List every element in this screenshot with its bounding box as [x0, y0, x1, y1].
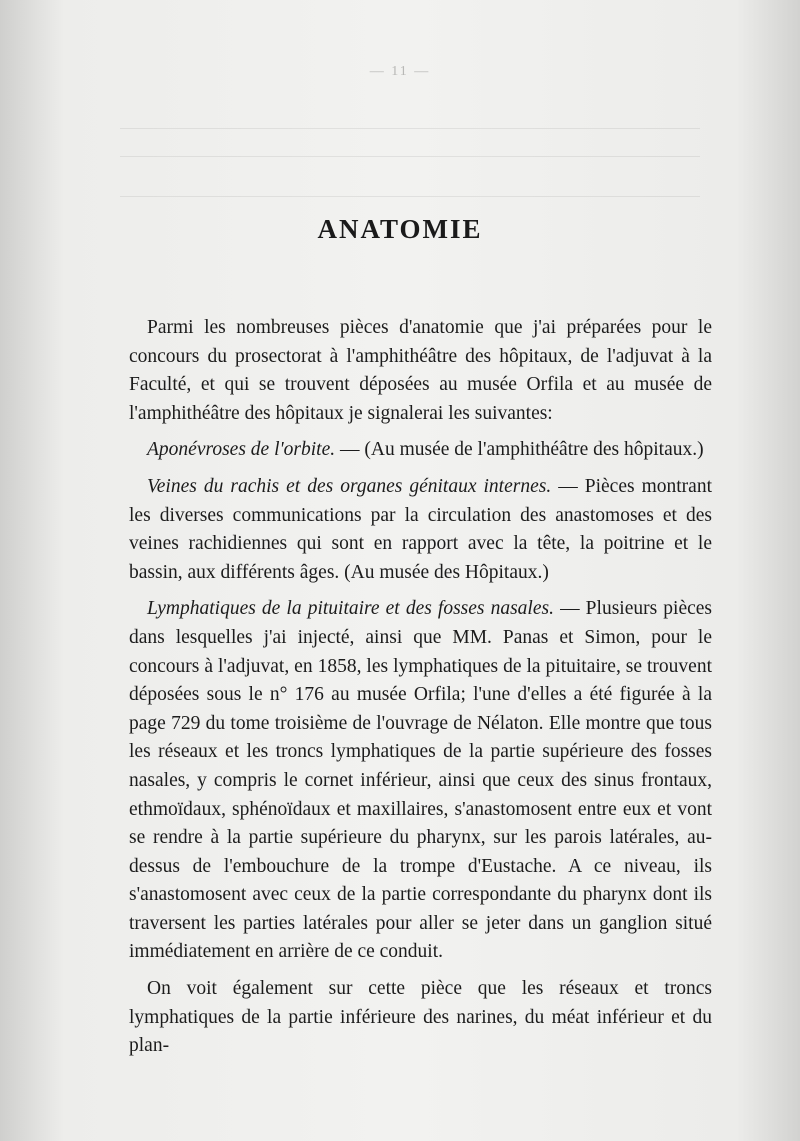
paragraph-text: On voit également sur cette pièce que les réseaux et troncs lymphatiques de la partie inférieure des narines, du méat inférieur et du plan- [129, 978, 712, 1057]
paragraph-orbite [129, 436, 712, 465]
paragraph-lead: Lymphatiques de la pituitaire et des fosses nasales. [147, 598, 554, 620]
paragraph-lymphatiques [129, 595, 712, 967]
paragraph-lead: Veines du rachis et des organes génitaux internes. [147, 475, 552, 497]
paragraph-intro [129, 314, 712, 428]
paragraph-text: Parmi les nombreuses pièces d'anatomie que j'ai préparées pour le concours du prosectorat à l'amphithéâtre des hôpitaux, de l'adjuvat à la Faculté, et qui se trouvent déposées au musée Orfila et au musée de l'amphithéâtre des hôpitaux je signalerai les suivantes: [129, 317, 712, 424]
paragraph-continuation [129, 975, 712, 1061]
bleed-through-line [120, 156, 700, 157]
page-number: — 11 — [369, 64, 431, 79]
section-title: ANATOMIE [317, 214, 483, 244]
paragraph-lead: Aponévroses de l'orbite. [147, 439, 336, 461]
paragraph-text: — (Au musée de l'amphithéâtre des hôpitaux.) [335, 439, 704, 461]
paragraph-veines [129, 473, 712, 587]
paragraph-text: — Plusieurs pièces dans lesquelles j'ai injecté, ainsi que MM. Panas et Simon, pour le concours à l'adjuvat, en 1858, les lymphatiques de la pituitaire, se trouvent déposées sous le n° 176 au musée Orfila; l'une d'elles a été figurée à la page 729 du tome troisième de l'ouvrage de Nélaton. Elle montre que tous les réseaux et les troncs lymphatiques de la partie supérieure des fosses nasales, y compris le cornet inférieur, ainsi que ceux des sinus frontaux, ethmoïdaux, sphénoïdaux et maxillaires, s'anastomosent entre eux et vont se rendre à la partie supérieure du pharynx, sur les parois latérales, au-dessus de l'embouchure de la trompe d'Eustache. A ce niveau, ils s'anastomosent avec ceux de la partie correspondante du pharynx dont ils traversent les parties latérales pour aller se jeter dans un ganglion situé immédiatement en arrière de ce conduit. [129, 598, 713, 963]
bleed-through-line [120, 128, 700, 129]
bleed-through-line [120, 196, 700, 197]
paragraph-text: — Pièces montrant les diverses communications par la circulation des anastomoses et des veines rachidiennes qui sont en rapport avec la tête, la poitrine et le bassin, aux différents âges. (Au musée des Hôpitaux.) [129, 475, 712, 583]
body-text [129, 314, 712, 1069]
